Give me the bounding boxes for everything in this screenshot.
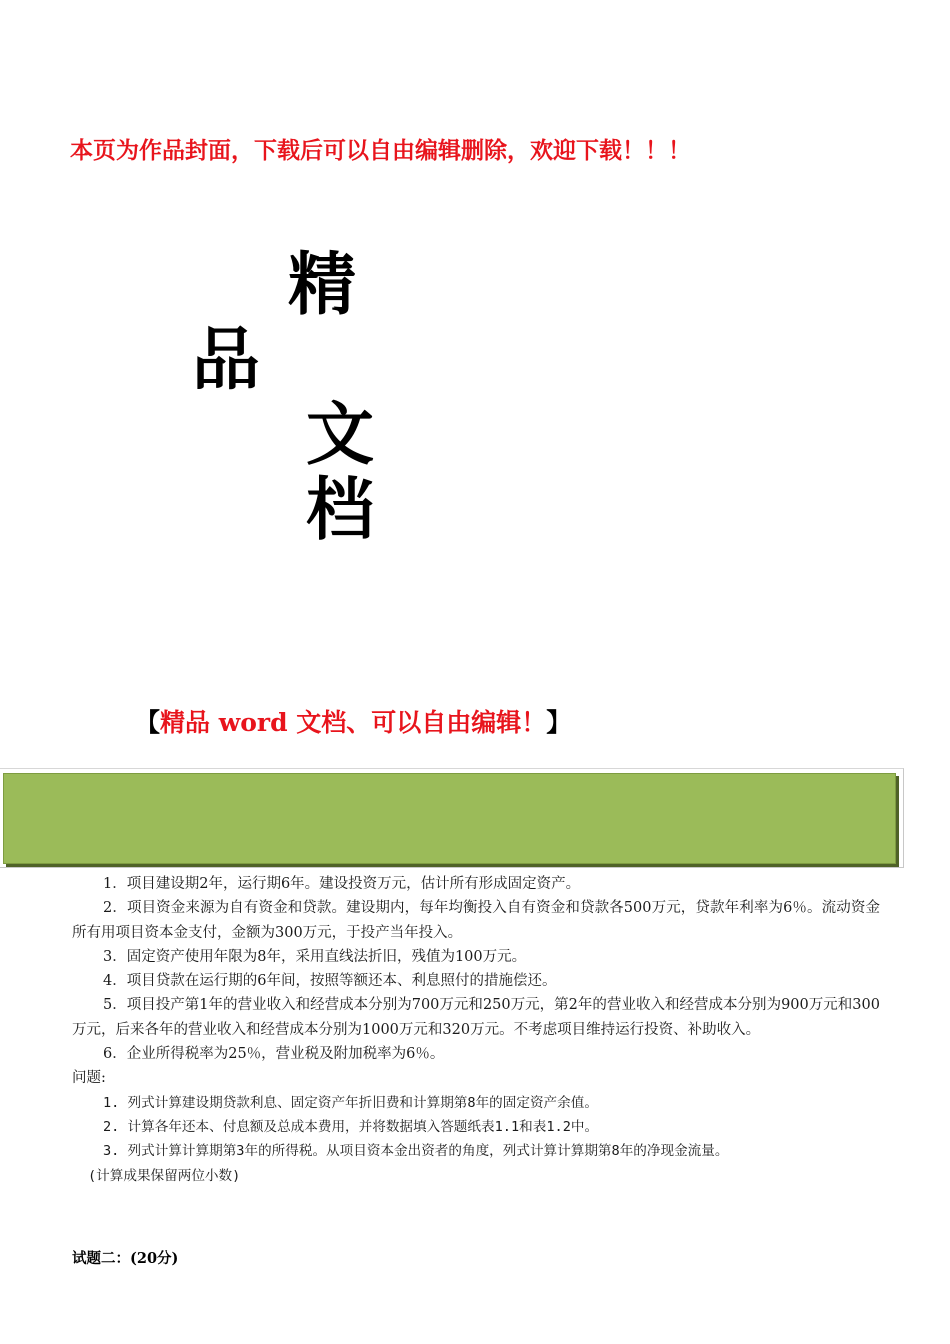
cover-char-pin: 品 bbox=[192, 321, 261, 400]
green-banner bbox=[3, 773, 896, 864]
question-label: 问题: bbox=[72, 1070, 106, 1087]
question-item: 1. 列式计算建设期贷款利息、固定资产年折旧费和计算期第8年的固定资产余值。 bbox=[103, 1094, 598, 1111]
list-item: 3．固定资产使用年限为8年，采用直线法折旧，残值为100万元。 bbox=[103, 948, 527, 965]
section-title: 试题二：(20分) bbox=[72, 1250, 179, 1267]
cover-tagline bbox=[135, 703, 815, 739]
calc-note: (计算成果保留两位小数) bbox=[88, 1167, 241, 1184]
list-item: 4．项目贷款在运行期的6年间，按照等额还本、利息照付的措施偿还。 bbox=[103, 973, 557, 990]
cover-char-wen: 文 bbox=[306, 396, 375, 475]
cover-notice: 本页为作品封面，下载后可以自由编辑删除，欢迎下载！！！ bbox=[70, 138, 691, 164]
list-item: 5．项目投产第1年的营业收入和经营成本分别为700万元和250万元，第2年的营业收入和经营成本分别为900万元和300万元，后来各年的营业收入和经营成本分别为1000万元和320万元。不考虑项目维持运行投资、补助收入。 bbox=[72, 997, 880, 1038]
list-item: 1．项目建设期2年，运行期6年。建设投资万元，估计所有形成固定资产。 bbox=[103, 876, 581, 892]
list-item: 2．项目资金来源为自有资金和贷款。建设期内，每年均衡投入自有资金和贷款各500万元，贷款年利率为6％。流动资金所有用项目资本金支付，金额为300万元，于投产当年投入。 bbox=[72, 900, 880, 941]
cover-char-dang: 档 bbox=[306, 471, 375, 550]
list-item: 6．企业所得税率为25％，营业税及附加税率为6％。 bbox=[103, 1046, 445, 1063]
tagline-open-bracket: 【 bbox=[135, 708, 161, 737]
cover-char-jing: 精 bbox=[288, 246, 357, 325]
question-item: 3. 列式计算计算期第3年的所得税。从项目资本金出资者的角度，列式计算计算期第8年的净现金流量。 bbox=[103, 1143, 729, 1160]
tagline-close-bracket: 】 bbox=[546, 708, 572, 737]
question-item: 2. 计算各年还本、付息额及总成本费用，并将数据填入答题纸表1.1和表1.2中。 bbox=[103, 1118, 599, 1135]
document-body bbox=[72, 872, 880, 1188]
tagline-text: 精品 word 文档、可以自由编辑！ bbox=[160, 708, 547, 737]
